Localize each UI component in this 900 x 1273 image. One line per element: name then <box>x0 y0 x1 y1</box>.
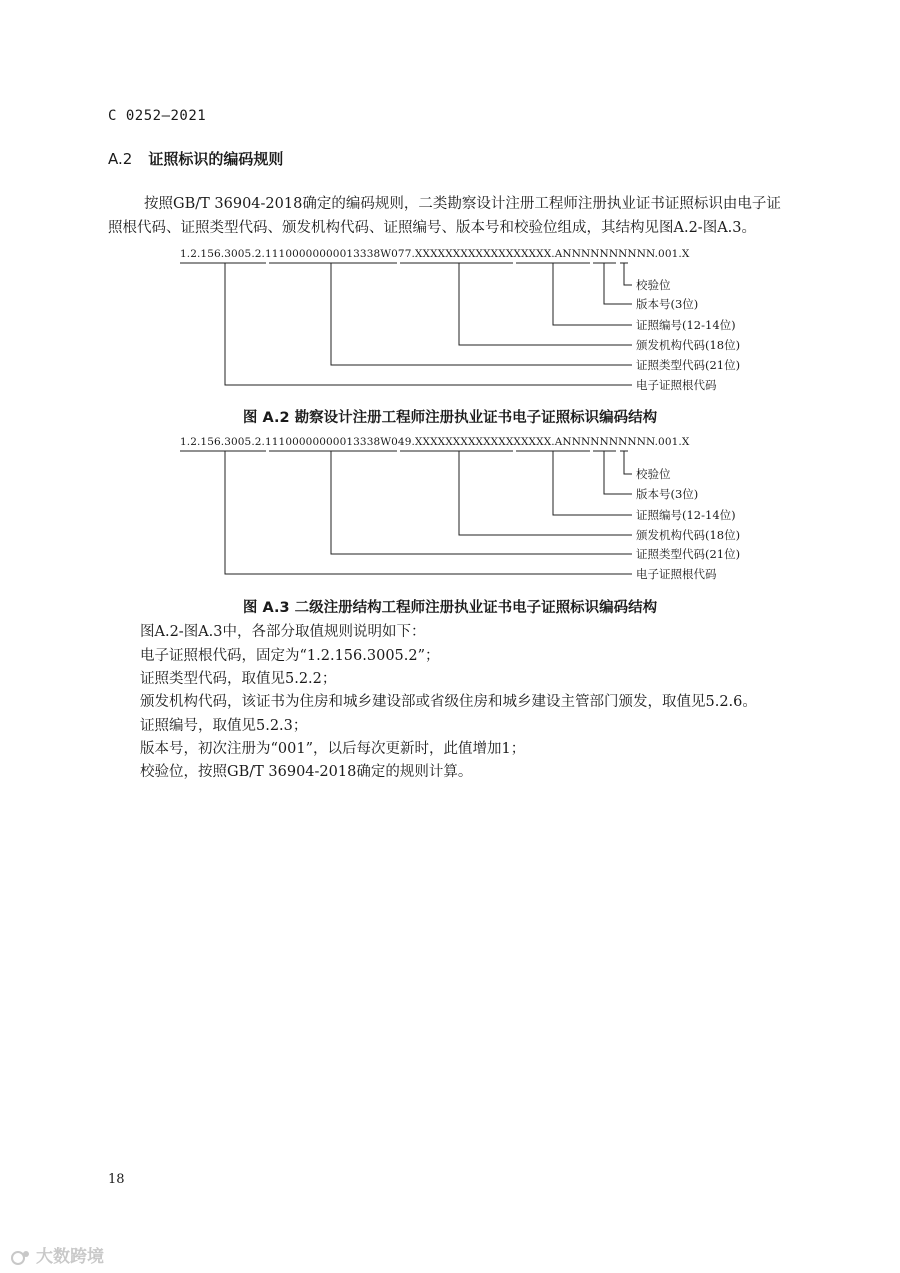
figure-a3-label-root: 电子证照根代码 <box>636 567 717 581</box>
watermark-logo-icon <box>10 1248 32 1266</box>
intro-paragraph <box>108 192 808 240</box>
figure-a2-caption: 图 A.2 勘察设计注册工程师注册执业证书电子证照标识编码结构 <box>242 410 658 426</box>
figure-a2-label-issuer: 颁发机构代码(18位) <box>636 338 741 352</box>
rule-type-code: 证照类型代码，取值见5.2.2； <box>140 671 337 687</box>
figure-a3-label-type: 证照类型代码(21位) <box>636 547 741 561</box>
figure-a3-label-version: 版本号(3位) <box>636 487 699 501</box>
figure-a2-code-string: 1.2.156.3005.2.11100000000013338W077.XXXXXXXXXXXXXXXXXX.ANNNNNNNNNN.001.X <box>180 248 690 260</box>
figure-a3-label-issuer: 颁发机构代码(18位) <box>636 528 741 542</box>
figure-a2-label-check: 校验位 <box>636 278 671 292</box>
rules-intro: 图A.2-图A.3中，各部分取值规则说明如下： <box>140 624 426 640</box>
section-number: A.2 <box>108 150 133 168</box>
rule-issuer-code: 颁发机构代码，该证书为住房和城乡建设部或省级住房和城乡建设主管部门颁发，取值见5.2.6。 <box>140 694 757 710</box>
watermark-text: 大数跨境 <box>36 1247 104 1267</box>
intro-line-1: 按照GB/T 36904-2018确定的编码规则，二类勘察设计注册工程师注册执业证书证照标识由电子证 <box>144 196 781 212</box>
rule-check-digit: 校验位，按照GB/T 36904-2018确定的规则计算。 <box>140 764 473 780</box>
figure-a3-label-number: 证照编号(12-14位) <box>636 508 736 522</box>
rule-root-code: 电子证照根代码，固定为“1.2.156.3005.2”； <box>140 648 440 664</box>
figure-a2-label-root: 电子证照根代码 <box>636 378 717 392</box>
figure-a2-label-number: 证照编号(12-14位) <box>636 318 736 332</box>
section-heading <box>108 148 283 169</box>
document-code: C 0252—2021 <box>108 108 207 124</box>
page-number: 18 <box>108 1172 125 1187</box>
rule-license-number: 证照编号，取值见5.2.3； <box>140 718 308 734</box>
figure-a3-label-check: 校验位 <box>636 467 671 481</box>
rule-version: 版本号，初次注册为“001”，以后每次更新时，此值增加1； <box>140 741 526 757</box>
intro-line-2: 照根代码、证照类型代码、颁发机构代码、证照编号、版本号和校验位组成，其结构见图A.2-图A.3。 <box>108 220 757 236</box>
figure-a2-label-version: 版本号(3位) <box>636 297 699 311</box>
figure-a3-code-string: 1.2.156.3005.2.11100000000013338W049.XXXXXXXXXXXXXXXXXX.ANNNNNNNNNN.001.X <box>180 436 690 448</box>
watermark <box>10 1242 104 1267</box>
section-title: 证照标识的编码规则 <box>148 150 284 168</box>
figure-a2-label-type: 证照类型代码(21位) <box>636 358 741 372</box>
figure-a3-caption: 图 A.3 二级注册结构工程师注册执业证书电子证照标识编码结构 <box>242 600 658 616</box>
